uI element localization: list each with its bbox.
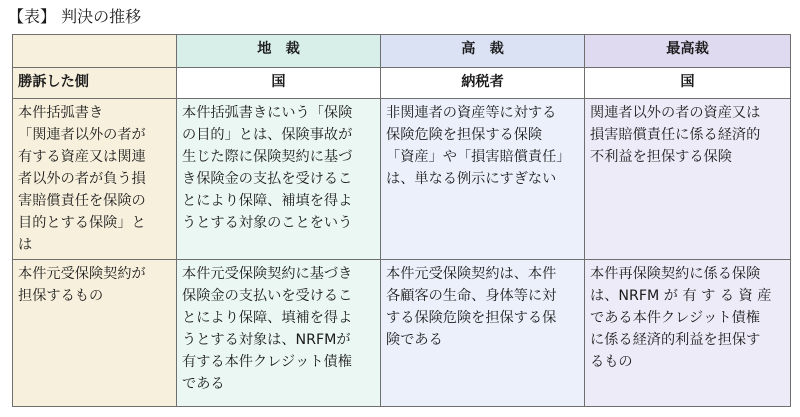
cell-district-court: 本件括弧書きにいう「保険 の目的」とは、保険事故が 生じた際に保険契約に基づ き保険金の支払を受けるこ とにより保障、補填を得よ うとする対象のことをいう	[177, 99, 381, 260]
winner-supreme-court: 国	[585, 68, 791, 99]
header-high-court: 高 裁	[381, 35, 585, 68]
winner-high-court: 納税者	[381, 68, 585, 99]
winner-label: 勝訴した側	[13, 68, 177, 99]
header-district-court: 地 裁	[177, 35, 381, 68]
ruling-history-table	[12, 34, 791, 407]
table-row	[13, 99, 791, 260]
cell-district-court: 本件元受保険契約に基づき 保険金の支払いを受けるこ とにより保障、填補を得よ うとする対象は、NRFMが 有する本件クレジット債権 である	[177, 260, 381, 407]
row-label-insured-object: 本件元受保険契約が 担保するもの	[13, 260, 177, 407]
cell-high-court: 本件元受保険契約は、本件 各顧客の生命、身体等に対 する保険危険を担保する保 険である	[381, 260, 585, 407]
header-corner-cell	[13, 35, 177, 68]
row-label-parenthetical-clause: 本件括弧書き 「関連者以外の者が 有する資産又は関連 者以外の者が負う損 害賠償責任を保険の 目的とする保険」と は	[13, 99, 177, 260]
header-row	[13, 35, 791, 68]
cell-high-court: 非関連者の資産等に対する 保険危険を担保する保険 「資産」や「損害賠償責任」 は、単なる例示にすぎない	[381, 99, 585, 260]
table-row	[13, 260, 791, 407]
cell-supreme-court: 本件再保険契約に係る保険 は、NRFM が 有 す る 資 産 である本件クレジット債権 に係る経済的利益を担保す るもの	[585, 260, 791, 407]
winner-district-court: 国	[177, 68, 381, 99]
table-caption: 【表】 判決の推移	[8, 7, 142, 26]
header-supreme-court: 最高裁	[585, 35, 791, 68]
winner-row	[13, 68, 791, 99]
cell-supreme-court: 関連者以外の者の資産又は 損害賠償責任に係る経済的 不利益を担保する保険	[585, 99, 791, 260]
